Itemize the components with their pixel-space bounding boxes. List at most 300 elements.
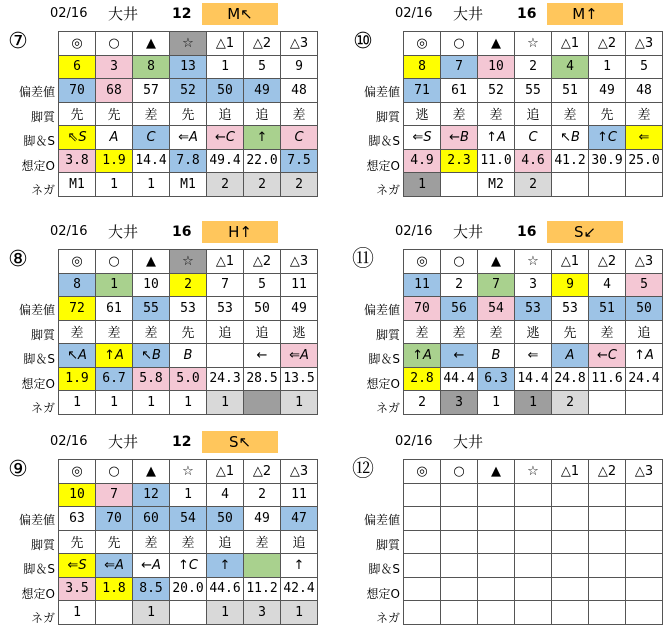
table-cell: 3 bbox=[441, 391, 478, 415]
table-row bbox=[59, 297, 318, 321]
table-cell: 7 bbox=[207, 273, 244, 297]
table-cell: 10 bbox=[59, 483, 96, 507]
table-cell: 差 bbox=[441, 320, 478, 344]
table-cell: 2 bbox=[170, 273, 207, 297]
table-cell bbox=[626, 173, 663, 197]
table-cell: 49 bbox=[244, 507, 281, 531]
table-row bbox=[404, 273, 663, 297]
mark-header: △1 bbox=[552, 32, 589, 56]
mark-table bbox=[403, 249, 663, 415]
row-label: 想定O bbox=[366, 376, 400, 391]
table-row bbox=[404, 126, 663, 150]
table-cell: 2 bbox=[207, 173, 244, 197]
table-cell: 50 bbox=[207, 79, 244, 103]
panel-number: ⑦ bbox=[8, 29, 28, 54]
table-cell: 4 bbox=[589, 273, 626, 297]
table-cell: 2 bbox=[244, 483, 281, 507]
race-panel bbox=[0, 218, 325, 428]
mark-header: △1 bbox=[552, 250, 589, 274]
table-cell: 1 bbox=[478, 391, 515, 415]
mark-table bbox=[58, 31, 318, 197]
table-cell: ⇐ bbox=[626, 126, 663, 150]
table-cell: 14.4 bbox=[515, 367, 552, 391]
row-label: 偏差値 bbox=[18, 303, 55, 317]
row-label: 脚質 bbox=[30, 537, 55, 552]
table-cell: ↖A bbox=[59, 344, 96, 368]
table-row bbox=[59, 391, 318, 415]
row-label: 脚＆S bbox=[23, 562, 55, 576]
panel-number: ⑧ bbox=[8, 247, 28, 272]
table-cell: 49 bbox=[244, 79, 281, 103]
venue-name: 大井 bbox=[108, 223, 139, 241]
table-cell: 1 bbox=[207, 391, 244, 415]
table-cell: ↑C bbox=[589, 126, 626, 150]
track-condition: S↙ bbox=[547, 221, 623, 243]
table-cell: 先 bbox=[170, 320, 207, 344]
table-cell: 追 bbox=[281, 530, 318, 554]
mark-header: △3 bbox=[626, 250, 663, 274]
table-cell: 1 bbox=[404, 173, 441, 197]
mark-header: ▲ bbox=[478, 460, 515, 484]
table-row bbox=[59, 344, 318, 368]
table-row bbox=[404, 554, 663, 578]
table-cell: 71 bbox=[404, 79, 441, 103]
table-row bbox=[59, 601, 318, 625]
row-labels bbox=[345, 298, 403, 421]
table-cell: 1 bbox=[96, 173, 133, 197]
table-cell: A bbox=[96, 126, 133, 150]
mark-header: ◎ bbox=[404, 460, 441, 484]
row-label: ネガ bbox=[375, 611, 400, 625]
table-cell: 72 bbox=[59, 297, 96, 321]
table-row bbox=[404, 79, 663, 103]
table-row bbox=[59, 367, 318, 391]
mark-table bbox=[58, 249, 318, 415]
table-cell bbox=[478, 601, 515, 625]
table-cell bbox=[552, 173, 589, 197]
table-cell: 70 bbox=[404, 297, 441, 321]
table-cell: A bbox=[552, 344, 589, 368]
table-cell: 7 bbox=[478, 273, 515, 297]
race-date: 02/16 bbox=[50, 224, 88, 239]
mark-header: ▲ bbox=[133, 460, 170, 484]
venue-name: 大井 bbox=[108, 433, 139, 451]
table-cell: ↑ bbox=[281, 554, 318, 578]
table-cell: 差 bbox=[281, 102, 318, 126]
table-cell: C bbox=[515, 126, 552, 150]
table-cell: M2 bbox=[478, 173, 515, 197]
table-cell bbox=[515, 507, 552, 531]
row-label: 脚質 bbox=[375, 109, 400, 124]
header-row bbox=[404, 250, 663, 274]
race-number: 12 bbox=[172, 434, 192, 450]
race-number: 12 bbox=[172, 6, 192, 22]
race-header bbox=[0, 218, 325, 246]
table-cell: 9 bbox=[281, 55, 318, 79]
race-header bbox=[345, 218, 670, 246]
table-cell: 44.6 bbox=[207, 577, 244, 601]
table-cell: 4.9 bbox=[404, 149, 441, 173]
table-cell: ⇐S bbox=[404, 126, 441, 150]
table-cell: C bbox=[133, 126, 170, 150]
table-cell: 2 bbox=[515, 173, 552, 197]
table-cell: 70 bbox=[59, 79, 96, 103]
table-cell: ↑ bbox=[244, 126, 281, 150]
mark-header: △2 bbox=[244, 32, 281, 56]
row-label: 脚質 bbox=[30, 327, 55, 342]
table-cell: 1.9 bbox=[59, 367, 96, 391]
table-cell bbox=[552, 554, 589, 578]
table-cell bbox=[626, 601, 663, 625]
table-cell: 11 bbox=[281, 483, 318, 507]
table-cell bbox=[441, 483, 478, 507]
row-labels bbox=[0, 298, 58, 421]
mark-header: ○ bbox=[441, 32, 478, 56]
table-cell: ↑A bbox=[626, 344, 663, 368]
table-cell bbox=[589, 530, 626, 554]
table-cell: 7.8 bbox=[170, 149, 207, 173]
table-cell bbox=[515, 601, 552, 625]
table-cell: 1 bbox=[170, 483, 207, 507]
table-cell bbox=[441, 507, 478, 531]
row-label: 脚質 bbox=[30, 109, 55, 124]
table-cell: 3 bbox=[96, 55, 133, 79]
table-row bbox=[59, 126, 318, 150]
table-cell: 49.4 bbox=[207, 149, 244, 173]
row-label: 想定O bbox=[21, 586, 55, 601]
table-cell: 11.2 bbox=[244, 577, 281, 601]
row-labels bbox=[0, 80, 58, 203]
table-cell bbox=[515, 530, 552, 554]
table-cell: 5 bbox=[244, 273, 281, 297]
table-cell: 11 bbox=[281, 273, 318, 297]
table-cell: 7.5 bbox=[281, 149, 318, 173]
table-cell: ⇐S bbox=[59, 554, 96, 578]
table-row bbox=[59, 79, 318, 103]
table-row bbox=[59, 149, 318, 173]
table-cell: 6.3 bbox=[478, 367, 515, 391]
table-row bbox=[404, 577, 663, 601]
table-cell: 1 bbox=[515, 391, 552, 415]
table-cell: 61 bbox=[96, 297, 133, 321]
table-cell: 47 bbox=[281, 507, 318, 531]
table-cell: 3.5 bbox=[59, 577, 96, 601]
table-cell: 3.8 bbox=[59, 149, 96, 173]
table-cell: 61 bbox=[441, 79, 478, 103]
table-cell: ⇐A bbox=[281, 344, 318, 368]
table-cell: 54 bbox=[478, 297, 515, 321]
row-label: 脚＆S bbox=[368, 134, 400, 148]
table-cell: 2.8 bbox=[404, 367, 441, 391]
table-row bbox=[59, 102, 318, 126]
table-cell bbox=[404, 554, 441, 578]
row-label: 脚＆S bbox=[368, 352, 400, 366]
mark-header: △2 bbox=[244, 250, 281, 274]
race-number: 16 bbox=[517, 6, 537, 22]
table-cell bbox=[589, 507, 626, 531]
row-label: ネガ bbox=[375, 183, 400, 197]
venue-name: 大井 bbox=[453, 433, 484, 451]
table-cell bbox=[589, 391, 626, 415]
mark-header: △3 bbox=[626, 32, 663, 56]
table-cell: 逃 bbox=[404, 102, 441, 126]
table-cell: 55 bbox=[133, 297, 170, 321]
table-cell: 24.8 bbox=[552, 367, 589, 391]
table-cell bbox=[589, 483, 626, 507]
table-cell bbox=[441, 530, 478, 554]
panel-number: ⑪ bbox=[351, 247, 374, 272]
track-condition: M↑ bbox=[547, 3, 623, 25]
table-cell: 48 bbox=[626, 79, 663, 103]
track-condition: S↖ bbox=[202, 431, 278, 453]
table-cell: 追 bbox=[626, 320, 663, 344]
table-cell bbox=[170, 601, 207, 625]
race-header bbox=[345, 428, 670, 456]
table-cell: 2 bbox=[281, 173, 318, 197]
table-cell: 48 bbox=[281, 79, 318, 103]
table-cell: 差 bbox=[441, 102, 478, 126]
table-cell: 60 bbox=[133, 507, 170, 531]
row-label: 想定O bbox=[21, 376, 55, 391]
table-cell: 1 bbox=[59, 601, 96, 625]
race-date: 02/16 bbox=[395, 6, 433, 21]
row-labels bbox=[345, 80, 403, 203]
table-cell: ↑A bbox=[96, 344, 133, 368]
table-cell: 53 bbox=[515, 297, 552, 321]
table-cell bbox=[441, 601, 478, 625]
race-number: 16 bbox=[172, 224, 192, 240]
table-cell: 先 bbox=[59, 530, 96, 554]
table-cell: 追 bbox=[207, 102, 244, 126]
table-cell: 先 bbox=[96, 530, 133, 554]
table-cell: 24.4 bbox=[626, 367, 663, 391]
table-cell bbox=[626, 507, 663, 531]
race-header bbox=[0, 428, 325, 456]
table-cell: ↖B bbox=[133, 344, 170, 368]
row-label: 偏差値 bbox=[18, 513, 55, 527]
mark-header: ○ bbox=[441, 460, 478, 484]
mark-header: △2 bbox=[244, 460, 281, 484]
mark-header: ☆ bbox=[170, 32, 207, 56]
table-cell: 10 bbox=[133, 273, 170, 297]
mark-header: △3 bbox=[281, 250, 318, 274]
table-cell: 8 bbox=[59, 273, 96, 297]
race-header bbox=[345, 0, 670, 28]
mark-header: ▲ bbox=[133, 32, 170, 56]
table-cell: 1 bbox=[281, 391, 318, 415]
table-cell: C bbox=[281, 126, 318, 150]
header-row bbox=[59, 250, 318, 274]
table-cell: 52 bbox=[170, 79, 207, 103]
table-cell: 差 bbox=[626, 102, 663, 126]
mark-header: ▲ bbox=[133, 250, 170, 274]
table-cell: 2.3 bbox=[441, 149, 478, 173]
table-cell: 50 bbox=[626, 297, 663, 321]
table-cell: 1 bbox=[96, 273, 133, 297]
track-condition: H↑ bbox=[202, 221, 278, 243]
table-cell: 1 bbox=[133, 391, 170, 415]
table-cell: 8.5 bbox=[133, 577, 170, 601]
table-cell bbox=[441, 577, 478, 601]
row-label: ネガ bbox=[375, 401, 400, 415]
mark-header: △1 bbox=[207, 32, 244, 56]
mark-header: △1 bbox=[207, 250, 244, 274]
race-date: 02/16 bbox=[50, 434, 88, 449]
table-cell: 1 bbox=[281, 601, 318, 625]
row-label: ネガ bbox=[30, 401, 55, 415]
mark-header: ☆ bbox=[170, 460, 207, 484]
mark-header: ▲ bbox=[478, 250, 515, 274]
table-cell: ← bbox=[441, 344, 478, 368]
table-cell: ⇖S bbox=[59, 126, 96, 150]
table-cell: 6 bbox=[59, 55, 96, 79]
panel-number: ⑫ bbox=[351, 457, 374, 482]
mark-header: ▲ bbox=[478, 32, 515, 56]
race-date: 02/16 bbox=[50, 6, 88, 21]
table-cell: 4 bbox=[207, 483, 244, 507]
table-row bbox=[59, 320, 318, 344]
track-condition bbox=[547, 431, 623, 453]
table-cell: B bbox=[170, 344, 207, 368]
table-cell: 2 bbox=[441, 273, 478, 297]
header-row bbox=[404, 32, 663, 56]
mark-table bbox=[58, 459, 318, 625]
table-cell: 1 bbox=[207, 55, 244, 79]
table-cell: 4 bbox=[552, 55, 589, 79]
table-cell: 70 bbox=[96, 507, 133, 531]
mark-header: ○ bbox=[96, 460, 133, 484]
venue-name: 大井 bbox=[453, 223, 484, 241]
table-cell: 4.6 bbox=[515, 149, 552, 173]
row-label: 偏差値 bbox=[363, 513, 400, 527]
table-cell bbox=[478, 554, 515, 578]
table-cell bbox=[404, 483, 441, 507]
table-cell bbox=[478, 530, 515, 554]
race-number: 16 bbox=[517, 224, 537, 240]
table-cell: 8 bbox=[404, 55, 441, 79]
table-cell: 57 bbox=[133, 79, 170, 103]
table-cell: 5 bbox=[626, 273, 663, 297]
table-cell: 56 bbox=[441, 297, 478, 321]
race-panel bbox=[345, 218, 670, 428]
table-row bbox=[404, 367, 663, 391]
table-cell: 8 bbox=[133, 55, 170, 79]
table-cell: 51 bbox=[589, 297, 626, 321]
table-cell: 11.0 bbox=[478, 149, 515, 173]
mark-header: ◎ bbox=[404, 32, 441, 56]
table-cell: 追 bbox=[207, 320, 244, 344]
table-cell: 追 bbox=[207, 530, 244, 554]
row-label: 偏差値 bbox=[18, 85, 55, 99]
table-cell: 41.2 bbox=[552, 149, 589, 173]
venue-name: 大井 bbox=[108, 5, 139, 23]
race-date: 02/16 bbox=[395, 224, 433, 239]
table-row bbox=[59, 507, 318, 531]
table-cell bbox=[404, 530, 441, 554]
table-cell: 28.5 bbox=[244, 367, 281, 391]
table-cell bbox=[626, 530, 663, 554]
table-cell: 追 bbox=[515, 102, 552, 126]
table-cell: 9 bbox=[552, 273, 589, 297]
table-cell: 22.0 bbox=[244, 149, 281, 173]
row-label: 脚＆S bbox=[368, 562, 400, 576]
table-cell bbox=[404, 577, 441, 601]
track-condition: M↖ bbox=[202, 3, 278, 25]
mark-header: ◎ bbox=[59, 250, 96, 274]
table-cell: ↑C bbox=[170, 554, 207, 578]
table-row bbox=[404, 102, 663, 126]
race-date: 02/16 bbox=[395, 434, 433, 449]
table-cell: 先 bbox=[96, 102, 133, 126]
table-row bbox=[404, 601, 663, 625]
panel-number: ⑨ bbox=[8, 457, 28, 482]
table-row bbox=[404, 149, 663, 173]
mark-header: △2 bbox=[589, 250, 626, 274]
table-cell: 12 bbox=[133, 483, 170, 507]
table-cell: 20.0 bbox=[170, 577, 207, 601]
table-cell bbox=[626, 483, 663, 507]
mark-table bbox=[403, 459, 663, 625]
table-cell: ↑A bbox=[404, 344, 441, 368]
table-cell bbox=[441, 173, 478, 197]
mark-header: △2 bbox=[589, 460, 626, 484]
table-cell: ←C bbox=[589, 344, 626, 368]
table-cell: 11.6 bbox=[589, 367, 626, 391]
row-label: 偏差値 bbox=[363, 303, 400, 317]
table-cell bbox=[552, 577, 589, 601]
table-cell: 25.0 bbox=[626, 149, 663, 173]
table-cell: 44.4 bbox=[441, 367, 478, 391]
table-cell bbox=[441, 554, 478, 578]
table-cell: 差 bbox=[170, 530, 207, 554]
table-cell: 差 bbox=[244, 530, 281, 554]
table-cell: 差 bbox=[133, 102, 170, 126]
mark-header: ☆ bbox=[515, 32, 552, 56]
row-label: ネガ bbox=[30, 611, 55, 625]
table-cell: 先 bbox=[170, 102, 207, 126]
table-cell: M1 bbox=[170, 173, 207, 197]
table-cell: 追 bbox=[244, 102, 281, 126]
table-cell: 7 bbox=[96, 483, 133, 507]
table-row bbox=[59, 530, 318, 554]
table-cell: 53 bbox=[207, 297, 244, 321]
table-cell: ⇐A bbox=[96, 554, 133, 578]
mark-header: △3 bbox=[626, 460, 663, 484]
table-cell bbox=[552, 530, 589, 554]
table-cell: 1 bbox=[133, 601, 170, 625]
table-cell bbox=[626, 577, 663, 601]
table-cell: 5 bbox=[626, 55, 663, 79]
table-cell bbox=[404, 507, 441, 531]
table-cell: 68 bbox=[96, 79, 133, 103]
row-label: 想定O bbox=[366, 586, 400, 601]
table-cell: 差 bbox=[133, 530, 170, 554]
table-cell bbox=[589, 173, 626, 197]
table-cell: 50 bbox=[207, 507, 244, 531]
table-row bbox=[59, 483, 318, 507]
table-row bbox=[59, 55, 318, 79]
table-cell: ⇐A bbox=[170, 126, 207, 150]
table-cell: 14.4 bbox=[133, 149, 170, 173]
table-row bbox=[404, 530, 663, 554]
mark-header: ◎ bbox=[404, 250, 441, 274]
table-cell: 24.3 bbox=[207, 367, 244, 391]
venue-name: 大井 bbox=[453, 5, 484, 23]
table-cell: 3 bbox=[244, 601, 281, 625]
race-panel bbox=[0, 0, 325, 210]
mark-table bbox=[403, 31, 663, 197]
table-cell bbox=[515, 554, 552, 578]
